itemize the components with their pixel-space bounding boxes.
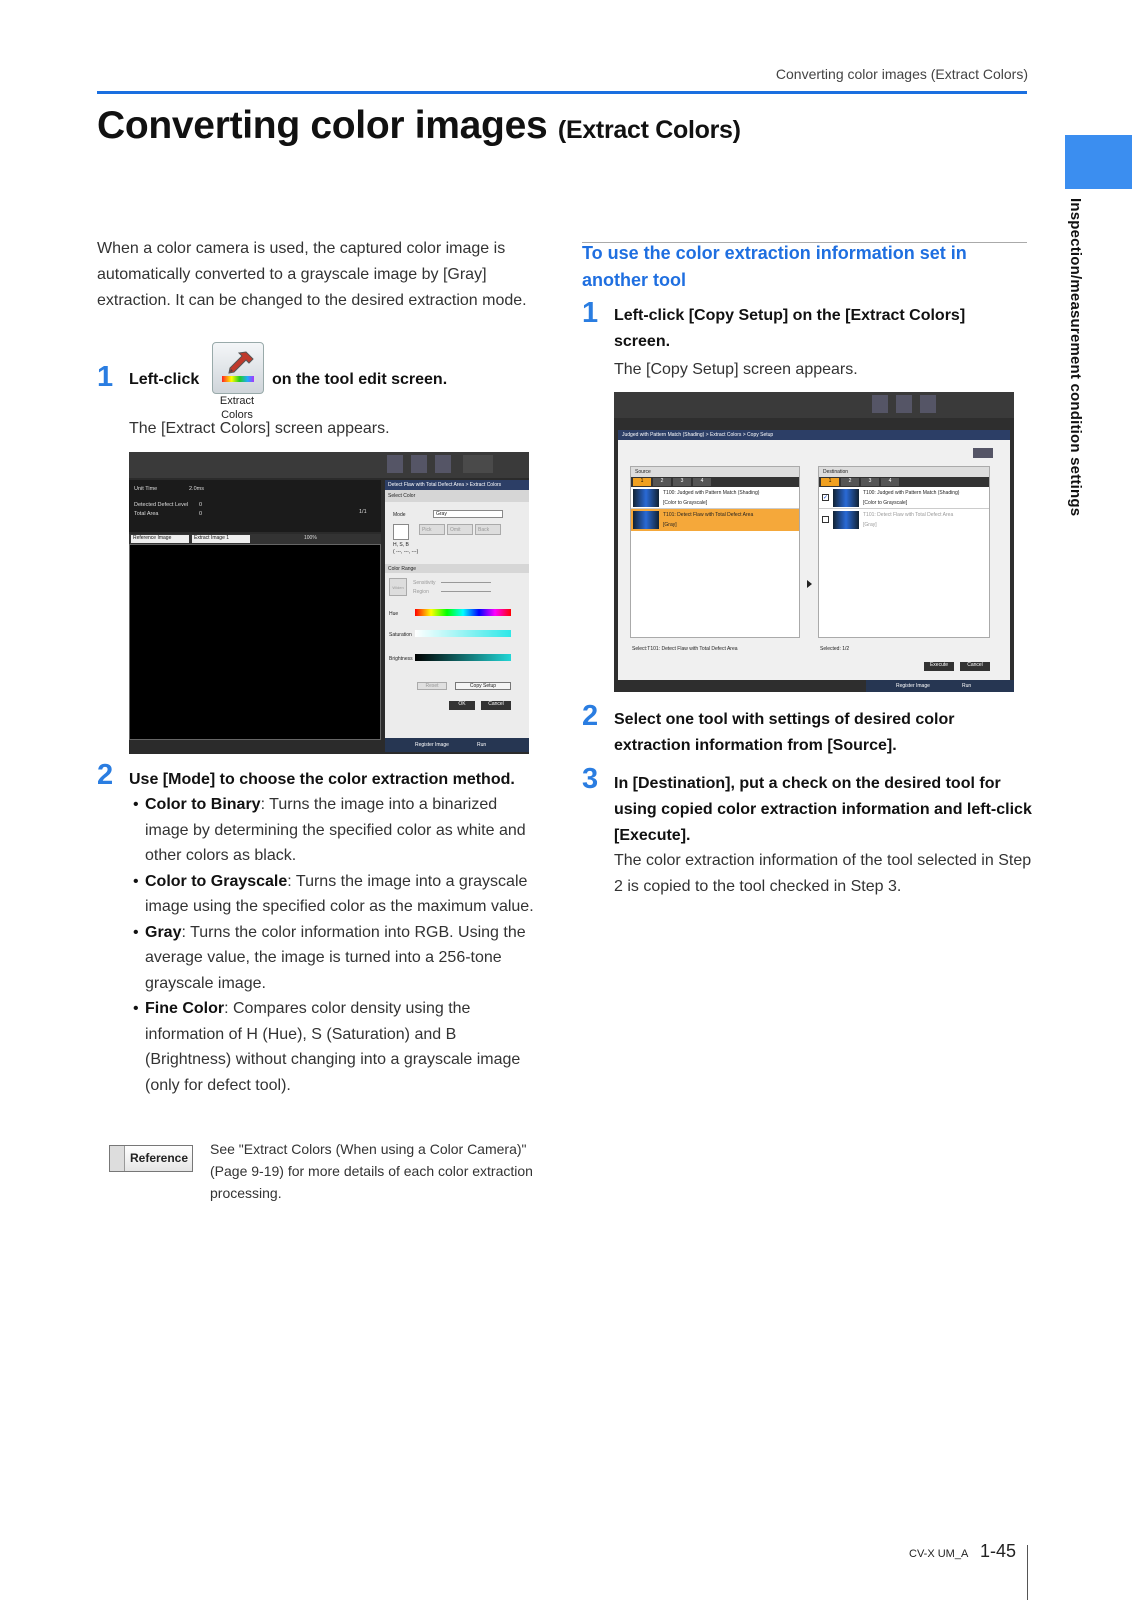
section-heading: To use the color extraction information set in another tool [582,243,967,290]
toolbar-icon [411,455,427,473]
mode-name: Color to Binary [145,796,261,813]
chapter-label: Inspection/measurement condition settings [1067,198,1084,517]
image-view [129,544,381,740]
list-item [131,869,541,920]
step-text: Left-click [129,371,200,388]
chapter-tab [1065,135,1132,189]
destination-panel [818,466,990,638]
step-text: In [Destination], put a check on the desired tool for using copied color extraction information and left-click [Execute]. [614,775,1032,844]
tool-thumbnail [633,489,659,507]
tool-name: T101: Detect Flaw with Total Defect Area [663,512,754,518]
destination-tabs [819,477,989,487]
source-panel [630,466,800,638]
top-toolbar [129,452,529,478]
view-toggle[interactable] [973,448,993,458]
extract-colors-button[interactable] [212,342,264,394]
color-swatch [393,524,409,540]
cancel-button[interactable]: Cancel [960,662,990,671]
destination-item-disabled [819,509,989,531]
tool-thumbnail [833,489,859,507]
defect-level-label: Detected Defect Level [134,502,189,508]
cancel-button[interactable]: Cancel [481,701,511,710]
top-toolbar [614,392,1014,418]
eyedropper-icon [213,343,263,393]
region-slider[interactable] [441,591,491,592]
total-area-value: 0 [199,511,203,517]
checkbox[interactable] [822,516,829,523]
mode-label: Mode [393,512,406,518]
breadcrumb: Judged with Pattern Match (Shading) > Extract Colors > Copy Setup [618,430,1010,440]
mode-name: Fine Color [145,1000,225,1017]
mode-list [131,792,541,1098]
tool-mode: [Color to Grayscale] [663,500,708,506]
breadcrumb: Detect Flaw with Total Defect Area > Extract Colors [385,480,529,490]
reset-button[interactable]: Reset [417,682,447,690]
page-number: 1-45 [980,1541,1017,1561]
copy-setup-button[interactable]: Copy Setup [455,682,511,690]
step-text: Left-click [Copy Setup] on the [Extract Colors] screen. [614,307,966,350]
title-rule [97,91,1027,94]
run-button[interactable]: Run [477,742,487,748]
list-item [131,996,541,1098]
result-panel [129,480,381,532]
footer-code: CV-X UM_A [909,1548,969,1560]
list-item [131,792,541,869]
step-text: on the tool edit screen. [272,371,448,388]
extract-colors-caption: Extract Colors [219,395,255,421]
zoom-level: 100% [304,535,317,541]
image-toolbar [129,534,381,544]
mode-desc: : Turns the image into a binarized image by determining the specified color as white and other colors as black. [145,796,526,864]
tool-name: T100: Judged with Pattern Match (Shading) [663,490,760,496]
sensitivity-slider[interactable] [441,582,491,583]
step-number: 1 [582,297,599,329]
list-item [131,920,541,997]
page-title [97,104,741,148]
register-image-button[interactable]: Register Image [415,742,449,748]
step-text: Select one tool with settings of desired color extraction information from [Source]. [614,711,955,754]
tool-name: T101: Detect Flaw with Total Defect Area [863,512,954,518]
saturation-bar [415,630,511,637]
title-sub: (Extract Colors) [557,116,741,144]
extract-colors-screenshot [129,452,529,754]
tool-mode: [Color to Grayscale] [863,500,908,506]
total-area-label: Total Area [134,511,159,517]
toolbar-icon [920,395,936,413]
destination-header: Destination [819,467,989,477]
title-main: Converting color images [97,104,548,147]
run-button[interactable]: Run [962,683,972,689]
source-header: Source [631,467,799,477]
pick-button[interactable]: Pick [419,524,445,535]
mode-desc: : Turns the image into a grayscale image using the specified color as the maximum value. [145,872,534,915]
running-head: Converting color images (Extract Colors) [775,66,1028,82]
saturation-label: Saturation [389,632,412,638]
region-label: Region [413,589,429,595]
ok-button[interactable]: OK [449,701,475,710]
bottom-bar [866,680,1014,692]
mode-select[interactable]: Gray [433,510,503,518]
tool-thumbnail [633,511,659,529]
tool-mode: [Gray] [863,522,877,528]
settings-panel [385,480,529,752]
hue-label: Hue [389,611,399,617]
tab-1[interactable]: 1 [821,478,839,486]
register-image-button[interactable]: Register Image [896,683,930,689]
arrow-right-icon [807,580,812,588]
tab-1[interactable]: 1 [633,478,651,486]
tab-4[interactable]: 4 [693,478,711,486]
hsb-label: H, S, B [393,542,409,548]
reference-image-select[interactable]: Reference Image [131,535,189,543]
step-number: 1 [97,361,114,393]
source-tabs [631,477,799,487]
run-mode-button[interactable] [463,455,493,473]
source-item[interactable] [631,487,799,509]
source-item-selected[interactable] [631,509,799,531]
copy-setup-dialog [618,430,1010,680]
tab-4[interactable]: 4 [881,478,899,486]
toolbar-icon [872,395,888,413]
widen-button[interactable]: Widen [389,578,407,596]
color-range-header: Color Range [385,564,529,573]
mode-desc: : Turns the color information into RGB. Using the average value, the image is turned into a 256-tone grayscale image. [145,923,526,992]
step-number: 2 [97,759,114,791]
tab-3[interactable]: 3 [673,478,691,486]
step-text: Use [Mode] to choose the color extraction method. [129,771,515,788]
destination-item[interactable] [819,487,989,509]
mode-name: Color to Grayscale [145,872,288,890]
page-counter: 1/1 [359,509,367,515]
back-button[interactable]: Back [475,524,501,535]
reference-badge [109,1145,193,1172]
toolbar-icon [896,395,912,413]
step-result: The color extraction information of the tool selected in Step 2 is copied to the tool checked in Step 3. [614,852,1032,895]
footer-rule [1027,1545,1028,1600]
select-status: Select:T101: Detect Flaw with Total Defect Area [632,646,738,652]
tab-2[interactable]: 2 [841,478,859,486]
selected-status: Selected: 1/2 [820,646,850,652]
checkbox-checked[interactable]: ✓ [823,495,829,501]
step-number: 2 [582,700,599,732]
select-color-header: Select Color [385,490,529,502]
unit-time-value: 2.0ms [189,486,204,492]
step-result: The [Extract Colors] screen appears. [129,420,390,437]
mode-desc: : Compares color density using the information of H (Hue), S (Saturation) and B (Brightness) without changing into a grayscale image (only for defect tool). [145,1000,521,1094]
toolbar-icon [435,455,451,473]
tool-thumbnail [833,511,859,529]
tab-3[interactable]: 3 [861,478,879,486]
hsb-value: ( ---, ---, ---) [393,549,419,555]
brightness-bar [415,654,511,661]
step-result: The [Copy Setup] screen appears. [614,361,858,378]
toolbar-icon [387,455,403,473]
tab-2[interactable]: 2 [653,478,671,486]
tool-name: T100: Judged with Pattern Match (Shading) [863,490,960,496]
bottom-bar [385,738,529,752]
omit-button[interactable]: Omit [447,524,473,535]
reference-badge-label: Reference [130,1151,189,1165]
extract-image-select[interactable]: Extract Image 1 [192,535,250,543]
step-number: 3 [582,763,599,795]
intro-paragraph: When a color camera is used, the captured color image is automatically converted to a grayscale image by [Gray] extraction. It can be changed to the desired extraction mode. [97,240,527,309]
tool-mode: [Gray] [663,522,677,528]
brightness-label: Brightness [389,656,413,662]
execute-button[interactable]: Execute [924,662,954,671]
unit-time-label: Unit Time [134,486,158,492]
reference-text: See "Extract Colors (When using a Color Camera)" (Page 9-19) for more details of each color extraction processing. [210,1141,533,1201]
mode-name: Gray [145,923,182,941]
sensitivity-label: Sensitivity [413,580,436,586]
hue-bar [415,609,511,616]
defect-level-value: 0 [199,502,203,508]
copy-setup-screenshot [614,392,1014,692]
